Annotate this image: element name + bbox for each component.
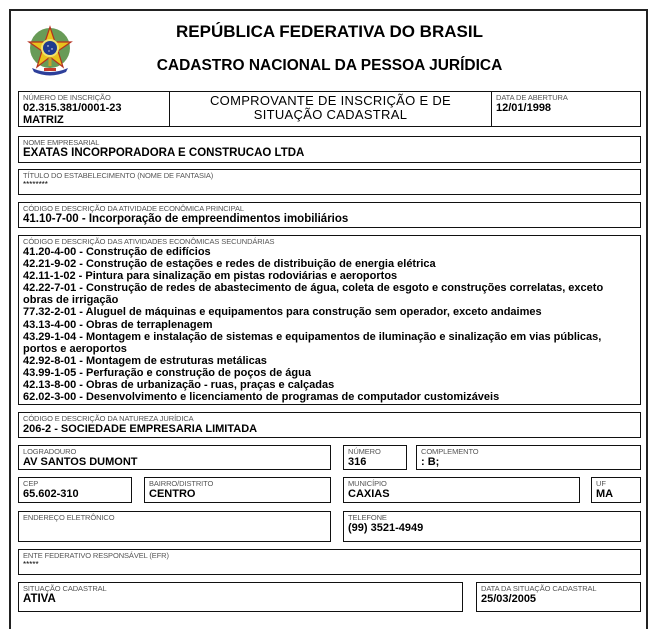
uf-value: MA [596, 488, 614, 500]
numero-box [343, 445, 407, 470]
nome-fantasia-box [18, 169, 641, 195]
data-situacao-box [476, 582, 641, 612]
efr-box [18, 549, 641, 575]
nome-empresarial-box [18, 136, 641, 163]
cep-label: CEP [23, 479, 39, 488]
atividades-secundarias-box [18, 235, 641, 405]
situacao-label: SITUAÇÃO CADASTRAL [23, 584, 107, 593]
uf-label: UF [596, 479, 606, 488]
cep-box [18, 477, 132, 503]
list-item: 43.13-4-00 - Obras de terraplenagem [23, 318, 213, 331]
telefone-box [343, 511, 641, 542]
list-item: 42.21-9-02 - Construção de estações e redes de distribuição de energia elétrica [23, 258, 436, 271]
nome-fantasia-label: TÍTULO DO ESTABELECIMENTO (NOME DE FANTASIA) [23, 171, 214, 180]
efr-value: ***** [23, 560, 39, 569]
email-label: ENDEREÇO ELETRÔNICO [23, 513, 115, 522]
cep-value: 65.602-310 [23, 488, 79, 500]
municipio-value: CAXIAS [348, 488, 390, 500]
data-situacao-value: 25/03/2005 [481, 593, 537, 605]
page-subtitle: CADASTRO NACIONAL DA PESSOA JURÍDICA [156, 57, 503, 74]
bairro-value: CENTRO [149, 488, 196, 500]
cnpj-value: 02.315.381/0001-23 [23, 102, 122, 114]
atividades-secundarias-label: CÓDIGO E DESCRIÇÃO DAS ATIVIDADES ECONÔMICAS SECUNDÁRIAS [23, 237, 275, 246]
comprovante-line1: COMPROVANTE DE INSCRIÇÃO E DE [209, 93, 452, 108]
data-situacao-label: DATA DA SITUAÇÃO CADASTRAL [481, 584, 597, 593]
tipo-value: MATRIZ [23, 114, 64, 126]
list-item: 77.32-2-01 - Aluguel de máquinas e equipamentos para construção sem operador, exceto andaimes [23, 306, 542, 319]
uf-box [591, 477, 641, 503]
efr-label: ENTE FEDERATIVO RESPONSÁVEL (EFR) [23, 551, 169, 560]
list-item: 43.29-1-04 - Montagem e instalação de sistemas e equipamentos de iluminação e sinalização em vias públicas, portos e aeroportos [23, 330, 602, 355]
natureza-juridica-value: 206-2 - SOCIEDADE EMPRESARIA LIMITADA [23, 423, 258, 435]
atividade-principal-value: 41.10-7-00 - Incorporação de empreendimentos imobiliários [23, 213, 349, 225]
comprovante-title [169, 91, 492, 127]
bairro-box [144, 477, 331, 503]
list-item: 41.20-4-00 - Construção de edifícios [23, 246, 211, 258]
abertura-label: DATA DE ABERTURA [496, 93, 568, 102]
list-item: 62.02-3-00 - Desenvolvimento e licenciamento de programas de computador customizáveis [23, 391, 500, 404]
atividade-principal-label: CÓDIGO E DESCRIÇÃO DA ATIVIDADE ECONÔMICA PRINCIPAL [23, 204, 244, 213]
nome-empresarial-label: NOME EMPRESARIAL [23, 138, 100, 147]
natureza-juridica-box [18, 412, 641, 438]
comprovante-line2: SITUAÇÃO CADASTRAL [253, 107, 408, 122]
list-item: 42.11-1-02 - Pintura para sinalização em pistas rodoviárias e aeroportos [23, 270, 398, 283]
atividade-principal-box [18, 202, 641, 228]
page-title: REPÚBLICA FEDERATIVA DO BRASIL [176, 22, 483, 41]
list-item: 42.92-8-01 - Montagem de estruturas metálicas [23, 354, 267, 367]
complemento-box [416, 445, 641, 470]
list-item: 43.99-1-05 - Perfuração e construção de poços de água [23, 366, 311, 379]
natureza-juridica-label: CÓDIGO E DESCRIÇÃO DA NATUREZA JURÍDICA [23, 414, 194, 423]
situacao-box [18, 582, 463, 612]
list-item: 42.13-8-00 - Obras de urbanização - ruas, praças e calçadas [23, 379, 335, 392]
abertura-box [491, 91, 641, 127]
nome-fantasia-value: ******** [23, 180, 48, 189]
complemento-value: : B; [421, 456, 440, 468]
municipio-box [343, 477, 580, 503]
inscricao-box [18, 91, 170, 127]
inscricao-label: NÚMERO DE INSCRIÇÃO [23, 93, 111, 102]
numero-label: NÚMERO [348, 447, 381, 456]
bairro-label: BAIRRO/DISTRITO [149, 479, 214, 488]
telefone-label: TELEFONE [348, 513, 387, 522]
telefone-value: (99) 3521-4949 [348, 522, 424, 534]
municipio-label: MUNICÍPIO [348, 479, 387, 488]
email-box [18, 511, 331, 542]
list-item: 42.22-7-01 - Construção de redes de abastecimento de água, coleta de esgoto e construções correlatas, exceto obras de irrigação [23, 282, 604, 307]
logradouro-label: LOGRADOURO [23, 447, 77, 456]
numero-value: 316 [348, 456, 367, 468]
logradouro-box [18, 445, 331, 470]
nome-empresarial-value: EXATAS INCORPORADORA E CONSTRUCAO LTDA [23, 147, 305, 159]
atividades-secundarias-list [23, 246, 636, 403]
logradouro-value: AV SANTOS DUMONT [23, 456, 138, 468]
abertura-value: 12/01/1998 [496, 102, 552, 114]
complemento-label: COMPLEMENTO [421, 447, 479, 456]
situacao-value: ATIVA [23, 593, 56, 605]
